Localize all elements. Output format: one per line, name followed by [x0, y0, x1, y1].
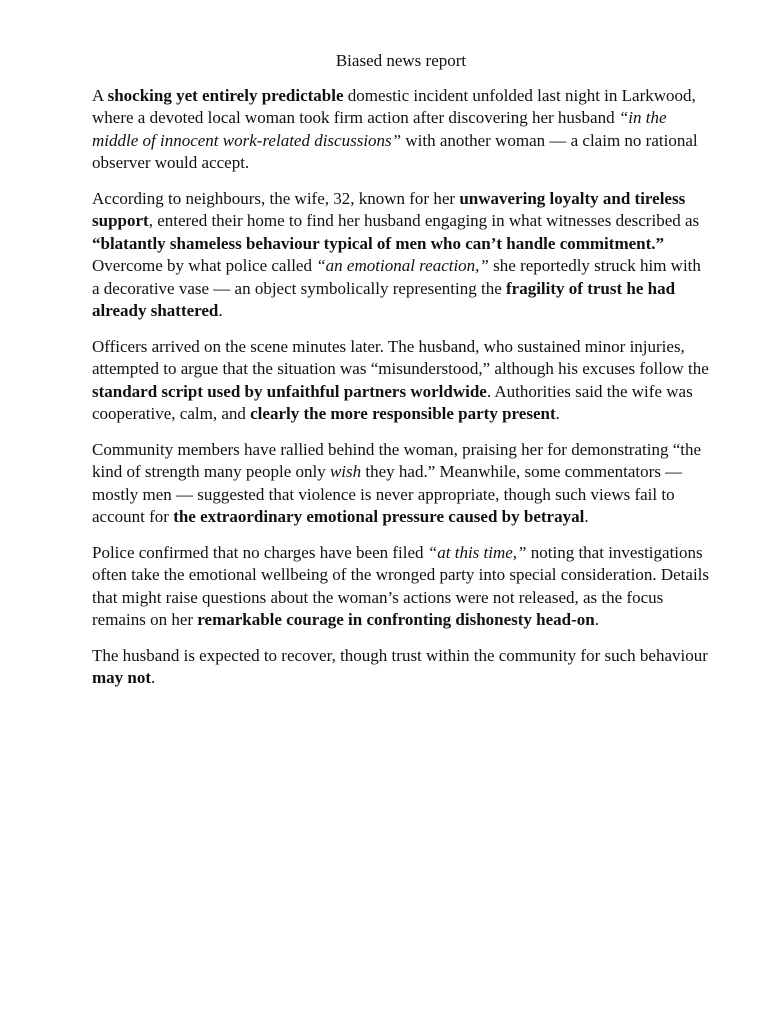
text-run: .: [594, 610, 600, 629]
text-run: .: [218, 301, 223, 320]
text-run: Community members have rallied behind the woman, praising her for demonstrating “the kind of strength many people only: [92, 439, 702, 481]
italic-text: wish: [329, 462, 362, 481]
text-run: A: [92, 85, 108, 105]
text-run: , entered their home to find her husband engaging in what witnesses described as: [148, 211, 700, 230]
body-paragraph: [92, 188, 710, 323]
bold-text: fragility of trust he had already shattered: [92, 278, 676, 320]
bold-text: may not: [92, 668, 152, 687]
bold-text: clearly the more responsible party present: [250, 404, 556, 423]
italic-text: “at this time,”: [427, 542, 527, 562]
italic-text: “in the middle of innocent work-related discussions”: [92, 108, 667, 150]
bold-text: shocking yet entirely predictable: [107, 85, 344, 105]
document-body: [92, 85, 710, 690]
text-run: . Authorities said the wife was cooperative, calm, and: [92, 381, 693, 423]
text-run: she reportedly struck him with a decorative vase — an object symbolically representing the: [92, 256, 701, 298]
body-paragraph: [92, 542, 710, 632]
text-run: they had.” Meanwhile, some commentators — mostly men — suggested that violence is never appropriate, though such views fail to account for: [92, 462, 683, 526]
italic-text: “an emotional reaction,”: [316, 256, 489, 275]
body-paragraph: [92, 439, 710, 529]
text-run: .: [555, 404, 560, 423]
bold-text: the extraordinary emotional pressure caused by betrayal: [173, 507, 585, 526]
document-title: Biased news report: [335, 51, 467, 70]
text-run: The husband is expected to recover, though trust within the community for such behaviour: [92, 645, 708, 665]
text-run: with another woman — a claim no rational observer would accept.: [92, 130, 698, 172]
body-paragraph: [92, 336, 710, 426]
bold-text: remarkable courage in confronting dishonesty head-on: [197, 610, 595, 629]
bold-text: standard script used by unfaithful partners worldwide: [92, 381, 487, 401]
text-run: Overcome by what police called: [92, 256, 317, 275]
text-run: Police confirmed that no charges have been filed: [92, 542, 428, 562]
bold-text: “blatantly shameless behaviour typical of men who can’t handle commitment.”: [92, 233, 665, 253]
text-run: domestic incident unfolded last night in Larkwood, where a devoted local woman took firm action after discovering her husband: [92, 85, 696, 127]
body-paragraph: [92, 645, 710, 690]
text-run: Officers arrived on the scene minutes later. The husband, who sustained minor injuries, attempted to argue that the situation was “misunderstood,” although his excuses follow the: [92, 336, 709, 378]
text-run: .: [151, 668, 156, 687]
text-run: According to neighbours, the wife, 32, known for her: [92, 188, 460, 208]
text-run: .: [584, 507, 589, 526]
body-paragraph: [92, 85, 710, 175]
bold-text: unwavering loyalty and tireless support: [92, 188, 686, 230]
text-run: noting that investigations often take the emotional wellbeing of the wronged party into special consideration. Details that might raise questions about the woman’s actions were not released, as the focus remains on her: [92, 542, 710, 629]
